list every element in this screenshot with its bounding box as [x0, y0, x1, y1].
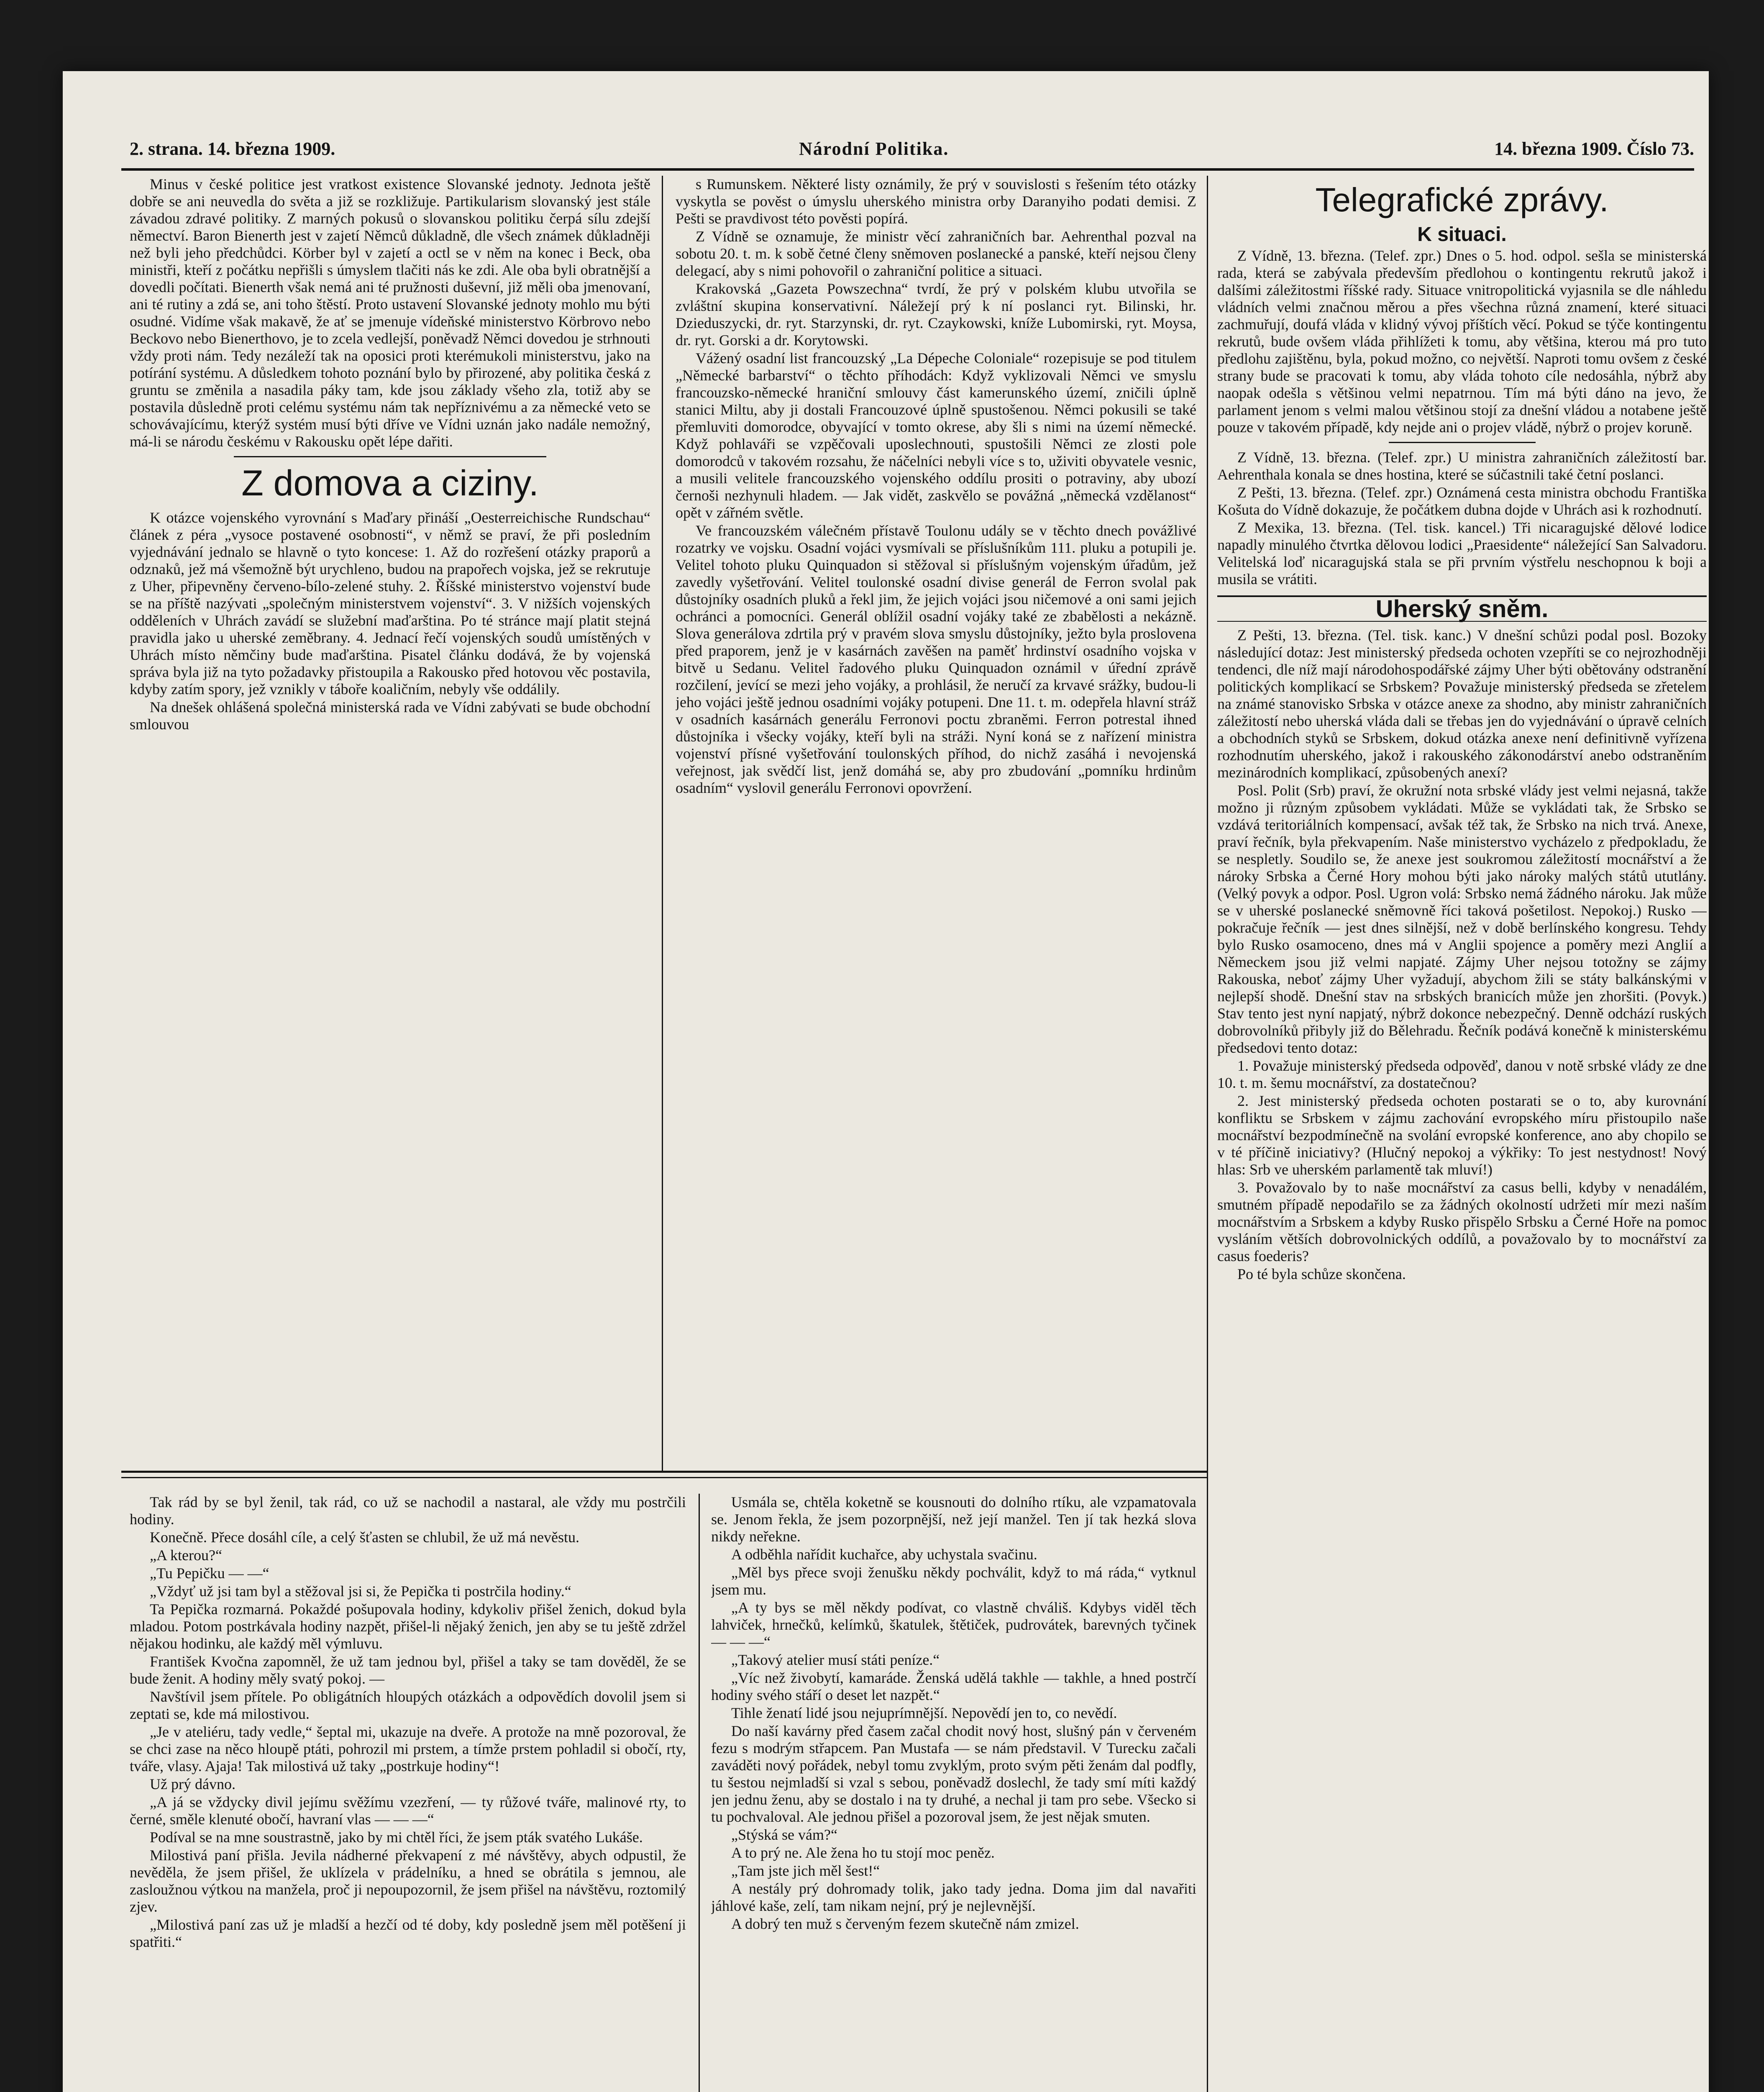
- section-separator: [234, 456, 546, 457]
- news-paragraph: Z Vídně se oznamuje, že ministr věcí zahraničních bar. Aehrenthal pozval na sobotu 20. t. m. k sobě četné členy sněmoven poslanecké a panské, kteří nejsou členy delegací, aby s nimi pohovořil o zahraniční politice a situaci.: [676, 228, 1196, 279]
- news-paragraph: Krakovská „Gazeta Powszechna“ tvrdí, že prý v polském klubu utvořila se zvláštní skupina konservativní. Náležejí prý k ní poslanci ryt. Bilinski, hr. Dzieduszycki, dr. ryt. Starzynski, dr. ryt. Czaykowski, kníže Lubomirski, ryt. Moysa, dr. ryt. Gorski a dr. Korytowski.: [676, 280, 1196, 349]
- feuilleton-paragraph: „A ty bys se měl někdy podívat, co vlastně chváliš. Kdybys viděl těch lahviček, hrnečků, kelímků, škatulek, štětiček, pudrovátek, barevných tyčinek — — —“: [711, 1599, 1196, 1650]
- feuilleton-paragraph: „Takový atelier musí státi peníze.“: [731, 1651, 940, 1668]
- news-paragraph: s Rumunskem. Některé listy oznámily, že prý v souvislosti s řešením této otázky vyskytla se pověst o úmyslu uherského ministra orby Daranyiho podati demisi. Z Pešti se pravdivost této pověsti popírá.: [676, 176, 1196, 227]
- masthead-title: Národní Politika.: [799, 138, 949, 159]
- feuilleton-paragraph: „A kterou?“: [150, 1547, 222, 1564]
- section-title-hungarian-diet: Uherský sněm.: [1217, 595, 1707, 622]
- page-header: [130, 134, 1694, 163]
- column-3: [1217, 176, 1707, 2092]
- feuilleton-paragraph: „A já se vždycky divil jejímu svěžímu vzezření, — ty růžové tváře, malinové rty, to černé, směle klenuté obočí, havraní vlas — — —“: [130, 1794, 686, 1828]
- column-1: [130, 176, 650, 1466]
- header-rule: [121, 168, 1694, 171]
- column-divider: [662, 176, 663, 1473]
- feuilleton-rule: [121, 1477, 1207, 1478]
- feuilleton-right: [711, 1494, 1196, 2092]
- feuilleton-paragraph: A nestály prý dohromady tolik, jako tady jedna. Doma jim dal navařiti jáhlové kaše, zelí, tam nikam nejní, prý je nejlevnější.: [711, 1880, 1196, 1914]
- feuilleton-paragraph: A dobrý ten muž s červeným fezem skutečně nám zmizel.: [731, 1915, 1079, 1932]
- news-paragraph: Na dnešek ohlášená společná ministerská rada ve Vídni zabývati se bude obchodní smlouvou: [130, 699, 650, 733]
- feuilleton-paragraph: A to prý ne. Ale žena ho tu stojí moc peněz.: [731, 1844, 995, 1861]
- feuilleton-paragraph: „Měl bys přece svoji ženušku někdy pochválit, když to má ráda,“ vytknul jsem mu.: [711, 1564, 1196, 1598]
- editorial-paragraph: Minus v české politice jest vratkost existence Slovanské jednoty. Jednota ještě dobře se ani neuvedla do světa a již se rozkližuje. Partikularism slovanský jest stále závadou zdravé politiky. Z marných pokusů o slovanskou politiku čerpá sílu zdejší němectví. Baron Bienerth jest v zajetí Němců důkladně, dle všech známek důkladněji než byli jeho předchůdci. Körber byl v zajetí a octl se v něm na konec i Beck, oba ministři, kteří z počátku nepřišli s úmyslem tlačiti nás ke zdi. Ale oba byli obratnější a dovedli počítati. Bienerth však nemá ani té pružnosti duševní, již měli oba jmenovaní, ani té rutiny a zdá se, ani toho štěstí. Proto ustavení Slovanské jednoty mohlo mu býti osudné. Vidíme však makavě, že ať se jmenuje vídeňské ministerstvo Körbrovo nebo Beckovo nebo Bienerthovo, je to zcela vedlejší, poněvadž Němci dovedou je strhnouti vždy proti nám. Tedy nezáleží tak na oposici proti kterémukoli ministerstvu, jako na potírání systému. A důsledkem tohoto poznání bylo by přirozené, aby politika česká z gruntu se změnila a nasadila páky tam, kde jsou základy všeho zla, totiž aby se postavila důsledně proti celému systému nám tak nepříznivému a za německé veto se schovávajícímu, kterýž systém musí býti dříve ve Vídni uznán jako nadále nemožný, má-li se národu českému v Rakousku opět lépe dařiti.: [130, 176, 650, 450]
- feuilleton-paragraph: František Kvočna zapomněl, že už tam jednou byl, přišel a taky se tam dověděl, že se bude ženit. A hodiny měly svatý pokoj. —: [130, 1653, 686, 1687]
- feuilleton-rule: [121, 1471, 1207, 1473]
- telegraph-item: Z Mexika, 13. března. (Tel. tisk. kancel.) Tři nicaragujské dělové lodice napadly minulého čtvrtka dělovou lodici „Praesidente“ náležející San Salvadoru. Velitelská loď nicaragujská stala se při prvním výstřelu neschopnou k boji a musila se vrátiti.: [1217, 519, 1707, 587]
- feuilleton-paragraph: Usmála se, chtěla koketně se kousnouti do dolního rtíku, ale vzpamatovala se. Jenom řekla, že jsem pozorpnější, než její manžel. Ten jí tak hezká slova nikdy neřekne.: [711, 1494, 1196, 1545]
- feuilleton-paragraph: Ta Pepička rozmarná. Pokaždé pošupovala hodiny, kdykoliv přišel ženich, dokud byla mladou. Potom postrkávala hodiny nazpět, přišel-li nějaký ženich, jen aby se tu ještě zdržel nějakou hodinku, ale každý měl výmluvu.: [130, 1601, 686, 1652]
- feuilleton-paragraph: Podíval se na mne soustrastně, jako by mi chtěl říci, že jsem pták svatého Lukáše.: [150, 1829, 643, 1846]
- feuilleton-paragraph: „Vždyť už jsi tam byl a stěžoval jsi si, že Pepička ti postrčila hodiny.“: [150, 1583, 571, 1600]
- news-paragraph: Vážený osadní list francouzský „La Dépeche Coloniale“ rozepisuje se pod titulem „Německé barbarství“ o těchto příhodách: Když vyklizovali Němci ve smyslu francouzsko-německé hraniční smlouvy část kamerunského území, zničili úplně stanici Miltu, aby ji dostali Francouzové úplně spustošenou. Němci pokusili se také přemluviti domorodce, obyvající v tomto okrese, aby šli s nimi na území německé. Když pohlaváři se vzpěčovali uposlechnouti, spustošili Němci ze zlosti pole domorodců v takovém rozsahu, že náčelníci nebyli více s to, uživiti obyvatele vesnic, a musili velitele francouzského vojenského oddílu prositi o potraviny, aby ubozí černoši nezhynuli hladem. — Jak vidět, zaskvělo se povážná „německá vzdělanost“ opět v zářném světle.: [676, 350, 1196, 521]
- news-paragraph: K otázce vojenského vyrovnání s Maďary přináší „Oesterreichische Rundschau“ článek z péra „vysoce postavené osobnosti“, v němž se praví, že při posledním vyjednávání jednalo se hlavně o tyto koncese: 1. Až do rozřešení otázky praporů a odznaků, jež má všemožně být urychleno, budou na prapořech vojska, jež se rekrutuje z Uher, připevněny červeno-bílo-zelené stuhy. 2. Říšské ministerstvo vojenství bude se na příště nazývati „společným ministerstvem vojenství“. 3. V nižších vojenských odděleních v Uhrách zavádí se služební maďarština. Po té stránce mají platit stejná pravidla jako u uherské zeměbrany. 4. Jednací řečí vojenských soudů umístěných v Uhrách místo němčiny bude maďarština. Pisatel článku dodává, že by vojenská správa byla již na tyto požadavky přistoupila a Rakousko před hotovou věc postavila, kdyby zatím spory, jež vznikly v táboře koaličním, nebyly vše oddálily.: [130, 509, 650, 697]
- feuilleton-paragraph: Do naší kavárny před časem začal chodit nový host, slušný pán v červeném fezu s modrým střapcem. Pan Mustafa — se nám představil. V Turecku začali zaváděti nový pořádek, nebyl tomu zvyklým, proto svým pěti ženám dal podfly, tu šestou nejmladší si vzal s sebou, poněvadž doslechl, že tady smí míti každý jen jednu ženu, aby se dostalo i na ty druhé, a nechal ji tam pro sebe. Všecko si tu pochvaloval. Ale jednou přišel a pozoroval jsem, že jest nějak smuten.: [711, 1723, 1196, 1825]
- feuilleton-paragraph: „Stýská se vám?“: [731, 1826, 837, 1843]
- section-title-domestic: Z domova a ciziny.: [241, 463, 539, 503]
- feuilleton-paragraph: „Milostivá paní zas už je mladší a hezčí od té doby, kdy posledně jsem měl potěšení ji spatřiti.“: [130, 1916, 686, 1950]
- feuilleton-paragraph: Tihle ženatí lidé jsou nejuprímnější. Nepovědí jen to, co nevědí.: [731, 1705, 1117, 1721]
- feuilleton-paragraph: „Je v ateliéru, tady vedle,“ šeptal mi, ukazuje na dveře. A protože na mně pozoroval, že se chci zase na něco hloupě ptáti, pohrozil mi prstem, a tímže prstem pohladil si obočí, rty, tváře, vlasy. Ajaja! Tak milostivá už taky „postrkuje hodiny“!: [130, 1723, 686, 1774]
- diet-paragraph: Posl. Polit (Srb) praví, že okružní nota srbské vlády jest velmi nejasná, takže možno ji různým způsobem vykládati. Může se vykládati tak, že Srbsko se vzdává teritoriálních kompensací, avšak též tak, že Srbsko na nich trvá. Anexe, praví řečník, byla překvapením. Naše ministerstvo vycházelo z předpokladu, že se nespletly. Soudilo se, že anexe jest soukromou záležitostí mocnářství a že nároky Srbska a Černé Hory mohou býti jako nároky malých států ututlány. (Velký povyk a odpor. Posl. Ugron volá: Srbsko nemá žádného nároku. Jak může se v uherské poslanecké sněmovně říci taková pošetilost. Nepokoj.) Rusko — pokračuje řečník — jest dnes silnější, než v době berlínského kongresu. Tehdy bylo Rusko osamoceno, dnes má v Anglii spojence a poměry mezi Anglií a Německem jsou již velmi napjaté. Zájmy Uher nejsou totožny se zájmy Rakouska, neboť zájmy Uher vyžadují, abychom žili se státy balkánskými v nejlepší shodě. Dnešní stav na srbských branicích může jen zhoršiti. (Povyk.) Stav tento jest nyní napjatý, nýbrž dokonce nebezpečný. Denně odchází ruských dobrovolníků přibyly již do Bělehradu. Řečník podává konečně k ministerskému předsedovi tento dotaz:: [1217, 782, 1707, 1056]
- feuilleton-left: [130, 1494, 686, 2092]
- subsection-title-situation: K situaci.: [1417, 223, 1507, 246]
- feuilleton-paragraph: Tak rád by se byl ženil, tak rád, co už se nachodil a nastaral, ale vždy mu postrčili hodiny.: [130, 1494, 686, 1528]
- header-date-left: 2. strana. 14. března 1909.: [130, 138, 335, 159]
- feuilleton-paragraph: Už prý dávno.: [150, 1776, 236, 1792]
- news-paragraph: Ve francouzském válečném přístavě Toulonu udály se v těchto dnech povážlivé rozatrky ve vojsku. Osadní vojáci vysmívali se příslušníkům 111. pluku a potupili je. Velitel tohoto pluku Quinquadon si stěžoval si příslušným vojenským úřadům, jež zavedly vyšetřování. Velitel toulonské osadní divise generál de Ferron svolal pak důstojníky osadních pluků a řekl jim, že jejich vojáci jsou ničemové a oni sami jejich ochránci a pomocníci. Generál oblížil osadní vojáky také ze zbabělosti a nekázně. Slova generálova zdrtila prý v pravém slova smyslu důstojníky, ježto byla proslovena před praporem, jenž je v kasárnách zavěšen na paměť hrdinství osadního vojska v bitvě u Sedanu. Velitel řadového pluku Quinquadon oznámil v úřední zprávě rozčilení, jevící se mezi jeho vojáky, a prohlásil, že neručí za krvavé srážky, budou-li jeho vojáci ještě jednou osadními vojáky potupeni. Dne 11. t. m. odepřela hlavní stráž v osadních kasárnách generálu Ferronovi poctu zbraněmi. Ferron potrestal ihned důstojníka i všecky vojáky, kteří byli na stráži. Nyní koná se z nařízení ministra vojenství přísné vyšetřování toulonských příhod, do nichž zasáhá i nevojenská veřejnost, jak svědčí list, jenž domáhá se, aby pro zbudování „pomníku hrdinům osadním“ vyslovil generálu Ferronovi opovržení.: [676, 522, 1196, 796]
- diet-paragraph: 2. Jest ministerský předseda ochoten postarati se o to, aby kurovnání konfliktu se Srbskem v zájmu zachování evropského míru přistoupilo naše mocnářství bezpodmínečně na svolání evropské konference, ano aby chopilo se v té příčině iniciativy? (Hlučný nepokoj a výkřiky: To jest nestydnost! Nový hlas: Srb ve uherském parlamentě tak mluví!): [1217, 1092, 1707, 1178]
- diet-paragraph: 1. Považuje ministerský předseda odpověď, danou v notě srbské vlády ze dne 10. t. m. šemu mocnářství, za dostatečnou?: [1217, 1057, 1707, 1091]
- feuilleton-paragraph: „Víc než živobytí, kamaráde. Ženská udělá takhle — takhle, a hned postrčí hodiny svého stáří o deset let nazpět.“: [711, 1669, 1196, 1703]
- feuilleton-divider: [699, 1494, 700, 2092]
- diet-paragraph: Z Pešti, 13. března. (Tel. tisk. kanc.) V dnešní schůzi podal posl. Bozoky následující dotaz: Jest ministerský předseda ochoten vzepříti se co nejrozhodněji tendenci, dle níž mají národohospodářské zájmy Uher býti obětovány odstranění politických komplikací se Srbskem? Považuje ministerský předseda se zřetelem na známé stanovisko Srbska v otázce anexe za shodno, aby ministr zahraničních záležitostí nebo uherská vláda dali se třebas jen do vyjednávání o úpravě celních a obchodních styků se Srbskem, dokud otázka anexe není definitivně vyřízena rozhodnutím uherského, jakož i rakouského zákonodárství anebo odstraněním mezinárodních komplikací, způsobených anexí?: [1217, 627, 1707, 781]
- diet-paragraph: 3. Považovalo by to naše mocnářství za casus belli, kdyby v nenadálém, smutném případě nepodařilo se za žádných okolností udržeti mír mezi naším mocnářstvím a Srbskem a kdyby Rusko přispělo Srbsku a Černé Hoře na pomoc vysláním větších dobrovolnických oddílů, a považovalo by to mocnářství za casus foederis?: [1217, 1179, 1707, 1264]
- feuilleton-paragraph: Konečně. Přece dosáhl cíle, a celý šťasten se chlubil, že už má nevěstu.: [150, 1529, 579, 1546]
- feuilleton-paragraph: A odběhla nařídit kuchařce, aby uchystala svačinu.: [731, 1546, 1037, 1563]
- column-divider: [1207, 176, 1208, 2092]
- diet-paragraph: Po té byla schůze skončena.: [1237, 1266, 1406, 1282]
- item-separator: [1389, 442, 1536, 443]
- telegraph-item: Z Vídně, 13. března. (Telef. zpr.) U ministra zahraničních záležitostí bar. Aehrenthala konala se dnes hostina, které se súčastnili také četní poslanci.: [1217, 449, 1707, 483]
- feuilleton-paragraph: „Tam jste jich měl šest!“: [731, 1862, 880, 1879]
- feuilleton-paragraph: „Tu Pepičku — —“: [150, 1565, 269, 1582]
- column-2: [676, 176, 1196, 1466]
- header-issue-right: 14. března 1909. Číslo 73.: [1494, 138, 1694, 159]
- telegraph-item: Z Pešti, 13. března. (Telef. zpr.) Oznámená cesta ministra obchodu Františka Košuta do Vídně dokazuje, že počátkem dubna dojde v Uhrách asi k rozhodnutí.: [1217, 484, 1707, 518]
- feuilleton-paragraph: Milostivá paní přišla. Jevila nádherné překvapení z mé návštěvy, abych odpustil, že nevěděla, že jsem přišel, že uklízela v prádelníku, a hned se obrátila s jemnou, ale zasloužnou výtkou na manžela, proč ji nepoupozornil, že jsem přišel na návštěvu, roztomilý zjev.: [130, 1847, 686, 1915]
- section-title-telegraph: Telegrafické zprávy.: [1315, 181, 1609, 218]
- telegraph-item: Z Vídně, 13. března. (Telef. zpr.) Dnes o 5. hod. odpol. sešla se ministerská rada, která se zabývala především předlohou o kontingentu rekrutů jakož i dalšími záležitostmi říšské rady. Situace vnitropolitická vyjasnila se dle náhledu vládních velmi značnou měrou a přes všechna různá znamení, které situaci zachmuřují, doufá vláda v klidný vývoj příštích věcí. Pokud se týče kontingentu rekrutů, bude ovšem vláda přihlížeti k tomu, aby většina, kterou má pro tuto předlohu zajištěnu, byla, pokud možno, co největší. Naproti tomu ovšem z české strany bude se pracovati k tomu, aby vláda tohoto cíle nedosáhla, nýbrž aby naopak odešla s většinou velmi nepatrnou. Tím má býti dáno na jevo, že parlament jenom s velmi malou většinou stojí za dnešní vládou a notabene ještě pouze v takovém případě, kdy nejde ani o projev vládě, nýbrž o projev koruně.: [1217, 247, 1707, 436]
- newspaper-page: [63, 71, 1709, 2092]
- feuilleton-paragraph: Navštívil jsem přítele. Po obligátních hloupých otázkách a odpovědích dovolil jsem si zeptati se, kde má milostivou.: [130, 1688, 686, 1722]
